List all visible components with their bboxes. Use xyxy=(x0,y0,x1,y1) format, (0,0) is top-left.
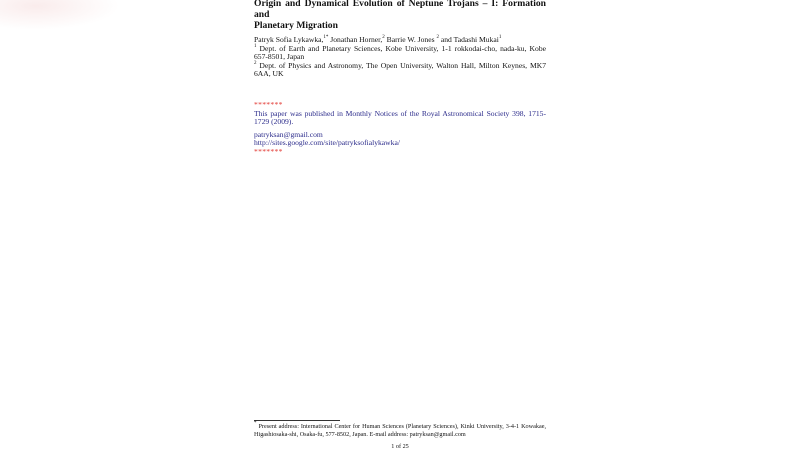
author-sup: 2 xyxy=(382,35,385,40)
email-link[interactable]: patryksan@gmail.com xyxy=(254,129,323,139)
publication-note: This paper was published in Monthly Notices of the Royal Astronomical Society 398, 1715-1729 (2009). xyxy=(254,108,546,127)
author: Patryk Sofia Lykawka, xyxy=(254,35,324,44)
front-matter xyxy=(254,0,546,157)
affiliation-text: Dept. of Physics and Astronomy, The Open University, Walton Hall, Milton Keynes, MK7 6AA, UK xyxy=(254,60,546,79)
separator-bottom: ******* xyxy=(254,146,283,156)
affiliation-sup: 1 xyxy=(254,43,257,49)
affiliation-sup: 2 xyxy=(254,60,257,66)
footnote-text: Present address: International Center for Human Sciences (Planetary Sciences), Kinki University, 3-4-1 Kowakae, Higashiosaka-shi, Osaka-fu, 577-8502, Japan. E-mail address: patryksan@gmail.com xyxy=(254,423,546,438)
title-line-1: Origin and Dynamical Evolution of Neptune Trojans – I: Formation and xyxy=(254,0,546,20)
footnote xyxy=(254,423,546,438)
page-number: 1 of 25 xyxy=(391,443,409,450)
paper-title xyxy=(254,0,546,31)
affiliation-text: Dept. of Earth and Planetary Sciences, Kobe University, 1-1 rokkodai-cho, nada-ku, Kobe 657-8501, Japan xyxy=(254,43,546,62)
footnote-divider xyxy=(254,420,340,421)
separator-top: ******* xyxy=(254,99,283,109)
author: Barrie W. Jones xyxy=(384,35,437,44)
author-sup: 2 xyxy=(436,35,439,40)
author: Jonathan Horner, xyxy=(328,35,383,44)
footnote-sup: * xyxy=(254,421,257,426)
author: and Tadashi Mukai xyxy=(438,35,499,44)
website-link[interactable]: http://sites.google.com/site/patryksofialykawka/ xyxy=(254,138,400,148)
affiliation-1 xyxy=(254,45,546,62)
affiliation-2 xyxy=(254,62,546,79)
title-line-2: Planetary Migration xyxy=(254,20,338,31)
background-blur xyxy=(0,0,120,30)
author-sup: 1 xyxy=(498,35,502,40)
author-sup: 1* xyxy=(323,35,329,40)
